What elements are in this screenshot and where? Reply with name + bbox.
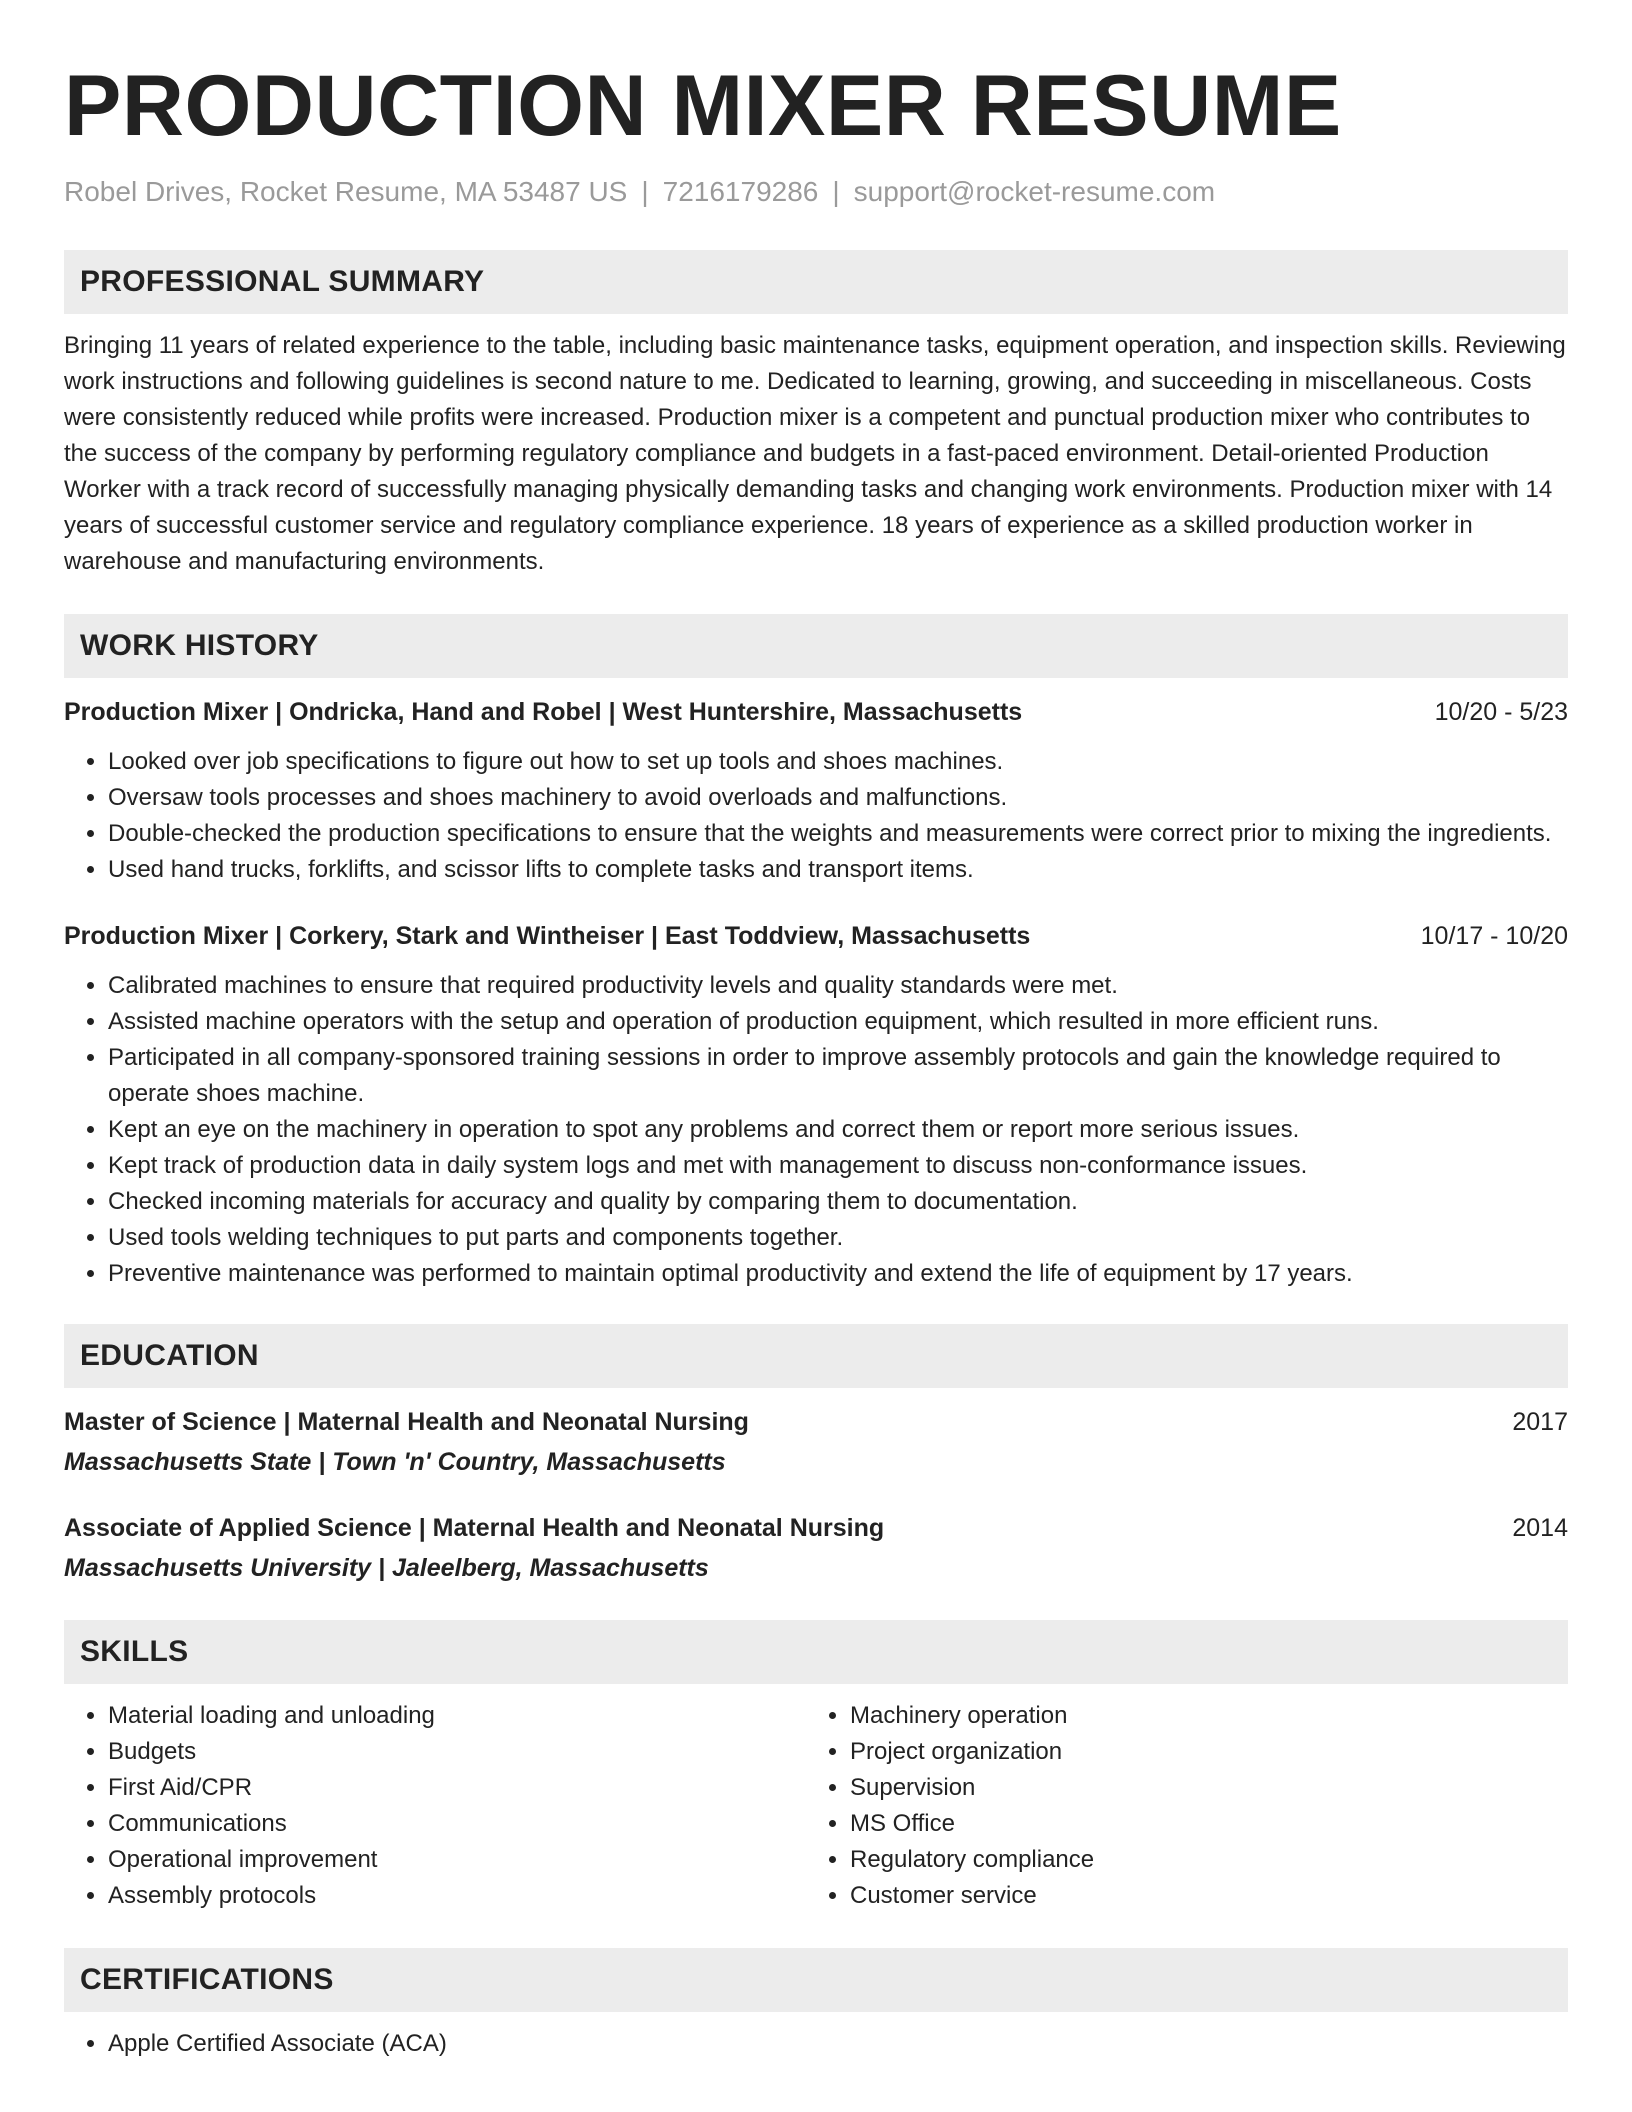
job-bullet: • Used tools welding techniques to put parts and components together. <box>108 1220 1568 1256</box>
job-bullet: • Kept track of production data in daily system logs and met with management to discuss non-conformance issues. <box>108 1148 1568 1184</box>
education-school: Massachusetts State | Town 'n' Country, Massachusetts <box>64 1448 726 1476</box>
education-entry <box>64 1404 1568 1480</box>
skills-column-right <box>806 1698 1548 1914</box>
resume-page <box>64 0 1568 2062</box>
skill-item: • Material loading and unloading <box>108 1698 806 1734</box>
section-header-work-history: WORK HISTORY <box>64 614 1568 678</box>
skill-item: • First Aid/CPR <box>108 1770 806 1806</box>
contact-address: Robel Drives, Rocket Resume, MA 53487 US <box>64 176 628 207</box>
education-entry <box>64 1510 1568 1586</box>
job-title: Production Mixer | Corkery, Stark and Wintheiser | East Toddview, Massachusetts <box>64 922 1031 950</box>
skill-item: • Machinery operation <box>850 1698 1548 1734</box>
skill-item: • Communications <box>108 1806 806 1842</box>
education-heading-row <box>64 1404 1568 1440</box>
job-bullets <box>64 968 1568 1292</box>
skill-item: • Operational improvement <box>108 1842 806 1878</box>
education-year: 2017 <box>1512 1408 1568 1436</box>
job-heading-row <box>64 918 1568 954</box>
section-header-education: EDUCATION <box>64 1324 1568 1388</box>
job-heading-row <box>64 694 1568 730</box>
skills-column-left <box>64 1698 806 1914</box>
section-header-summary: PROFESSIONAL SUMMARY <box>64 250 1568 314</box>
job-dates: 10/17 - 10/20 <box>1420 922 1568 950</box>
job-bullet: • Calibrated machines to ensure that required productivity levels and quality standards were met. <box>108 968 1568 1004</box>
contact-phone: 7216179286 <box>662 176 819 207</box>
skill-item: • MS Office <box>850 1806 1548 1842</box>
skill-item: • Customer service <box>850 1878 1548 1914</box>
job-title: Production Mixer | Ondricka, Hand and Robel | West Huntershire, Massachusetts <box>64 698 1023 726</box>
education-school: Massachusetts University | Jaleelberg, Massachusetts <box>64 1554 709 1582</box>
resume-title: PRODUCTION MIXER RESUME <box>64 58 1342 154</box>
education-degree: Master of Science | Maternal Health and Neonatal Nursing <box>64 1408 749 1436</box>
education-year: 2014 <box>1512 1514 1568 1542</box>
education-heading-row <box>64 1510 1568 1546</box>
skill-item: • Project organization <box>850 1734 1548 1770</box>
job-entry <box>64 918 1568 1292</box>
job-bullet: • Used hand trucks, forklifts, and scissor lifts to complete tasks and transport items. <box>108 852 1568 888</box>
job-bullet: • Preventive maintenance was performed to maintain optimal productivity and extend the life of equipment by 17 years. <box>108 1256 1568 1292</box>
certification-item: • Apple Certified Associate (ACA) <box>108 2026 1568 2062</box>
section-header-skills: SKILLS <box>64 1620 1568 1684</box>
skill-item: • Regulatory compliance <box>850 1842 1548 1878</box>
skill-item: • Assembly protocols <box>108 1878 806 1914</box>
job-bullet: • Assisted machine operators with the setup and operation of production equipment, which resulted in more efficient runs. <box>108 1004 1568 1040</box>
job-bullet: • Kept an eye on the machinery in operation to spot any problems and correct them or report more serious issues. <box>108 1112 1568 1148</box>
skills-list <box>64 1698 1568 1914</box>
certifications-list <box>64 2026 1568 2062</box>
contact-line <box>64 174 1568 210</box>
summary-text: Bringing 11 years of related experience to the table, including basic maintenance tasks, equipment operation, and inspection skills. Reviewing work instructions and following guidelines is second nature to me. Dedicated to learning, growing, and succeeding in miscellaneous. Costs were consistently reduced while profits were increased. Production mixer is a competent and punctual production mixer who contributes to the success of the company by performing regulatory compliance and budgets in a fast-paced environment. Detail-oriented Production Worker with a track record of successfully managing physically demanding tasks and changing work environments. Production mixer with 14 years of successful customer service and regulatory compliance experience. 18 years of experience as a skilled production worker in warehouse and manufacturing environments. <box>64 332 1566 575</box>
job-bullet: • Double-checked the production specifications to ensure that the weights and measurements were correct prior to mixing the ingredients. <box>108 816 1568 852</box>
contact-email[interactable]: support@rocket-resume.com <box>853 176 1216 207</box>
job-bullet: • Participated in all company-sponsored training sessions in order to improve assembly protocols and gain the knowledge required to operate shoes machine. <box>108 1040 1568 1112</box>
job-dates: 10/20 - 5/23 <box>1434 698 1568 726</box>
education-degree: Associate of Applied Science | Maternal Health and Neonatal Nursing <box>64 1514 885 1542</box>
skill-item: • Supervision <box>850 1770 1548 1806</box>
job-bullet: • Checked incoming materials for accuracy and quality by comparing them to documentation. <box>108 1184 1568 1220</box>
job-bullets <box>64 744 1568 888</box>
job-bullet: • Oversaw tools processes and shoes machinery to avoid overloads and malfunctions. <box>108 780 1568 816</box>
section-header-certifications: CERTIFICATIONS <box>64 1948 1568 2012</box>
contact-separator: | <box>832 176 840 207</box>
contact-separator: | <box>641 176 649 207</box>
job-bullet: • Looked over job specifications to figure out how to set up tools and shoes machines. <box>108 744 1568 780</box>
skill-item: • Budgets <box>108 1734 806 1770</box>
job-entry <box>64 694 1568 888</box>
